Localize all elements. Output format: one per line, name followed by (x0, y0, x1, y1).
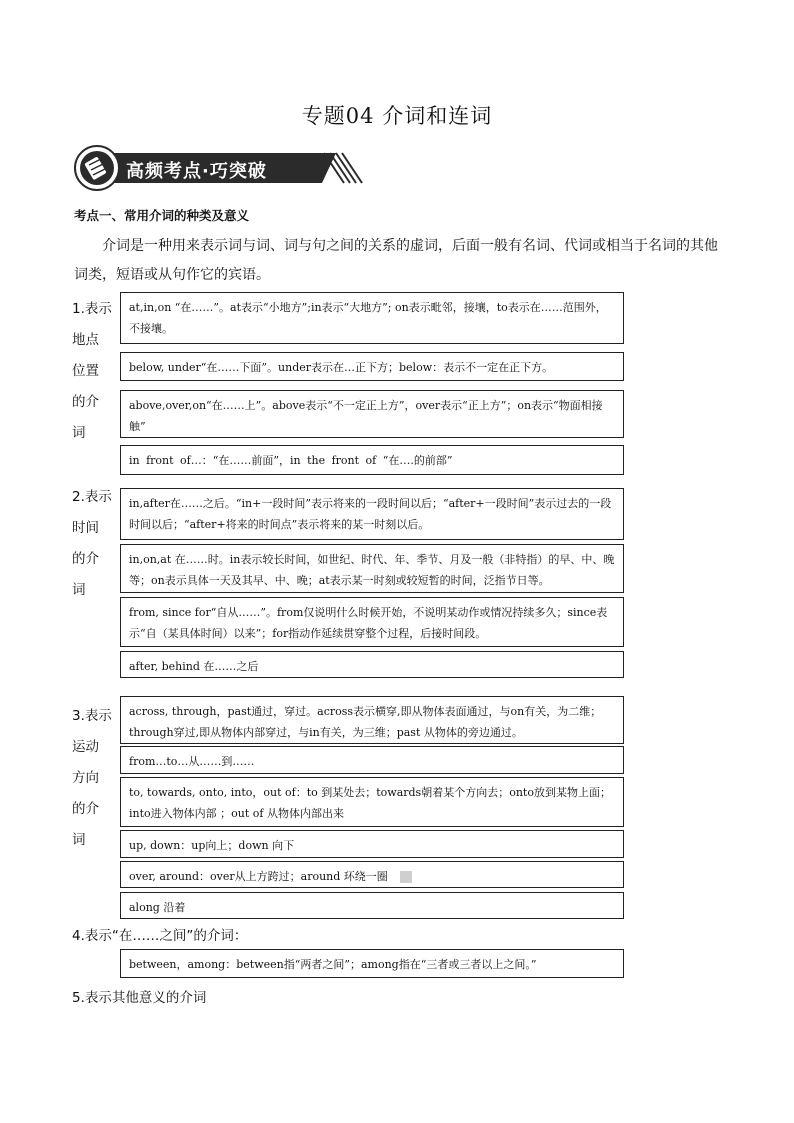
group-label-between: 4.表示“在……之间”的介词： (72, 928, 248, 944)
definition-box: in,on,at 在……时。in表示较长时间，如世纪、时代、年、季节、月及一般（非特指）的早、中、晚等；on表示具体一天及其早、中、晚；at表示某一时刻或较短暂的时间，泛指节日等。 (120, 544, 624, 593)
group-label-direction: 3.表示运动方向的介词 (72, 708, 112, 848)
definition-box: from, since for“自从……”。from仅说明什么时候开始，不说明某动作或情况持续多久；since表示“自（某具体时间）以来”；for指动作延续贯穿整个过程，后接时间段。 (120, 597, 624, 647)
group-label-location: 1.表示地点位置的介词 (72, 301, 112, 441)
definition-box: from…to…从……到…… (120, 746, 624, 774)
definition-box: below, under“在……下面”。under表示在…正下方；below：表示不一定在正下方。 (120, 352, 624, 381)
definition-box: along 沿着 (120, 892, 624, 919)
definition-box: between，among：between指“两者之间”；among指在“三者或三者以上之间。” (120, 949, 624, 978)
section-heading: 考点一、常用介词的种类及意义 (74, 208, 250, 223)
definition-box: across, through，past通过，穿过。across表示横穿,即从物体表面通过，与on有关，为二维；through穿过,即从物体内部穿过，与in有关，为三维；past 从物体的旁边通过。 (120, 696, 624, 744)
definition-box: at,in,on “在……”。at表示“小地方”;in表示“大地方”; on表示毗邻，接壤，to表示在……范围外，不接壤。 (120, 292, 624, 344)
definition-box: over, around：over从上方跨过；around 环绕一圈 (120, 861, 624, 888)
definition-box: to, towards, onto, into，out of：to 到某处去；towards朝着某个方向去；onto放到某物上面；into进入物体内部 ；out of 从物体内部出来 (120, 777, 624, 827)
definition-box: up, down：up向上；down 向下 (120, 830, 624, 858)
definition-box: after, behind 在……之后 (120, 651, 624, 678)
banner-label: 高频考点·巧突破 (126, 161, 267, 182)
section-banner (74, 145, 364, 191)
definition-box: above,over,on“在……上”。above表示“不一定正上方”，over表示“正上方”；on表示“物面相接触” (120, 390, 624, 438)
definition-box: in front of…：“在……前面”，in the front of “在….的前部” (120, 445, 624, 475)
scan-mark (400, 871, 412, 883)
group-label-time: 2.表示时间的介词 (72, 489, 112, 598)
group-label-other: 5.表示其他意义的介词 (72, 990, 207, 1006)
page-title: 专题04 介词和连词 (301, 104, 493, 128)
definition-box: in,after在……之后。“in+一段时间”表示将来的一段时间以后；“after+一段时间”表示过去的一段时间以后；“after+将来的时间点”表示将来的某一时刻以后。 (120, 488, 624, 540)
intro-paragraph: 介词是一种用来表示词与词、词与句之间的关系的虚词，后面一般有名词、代词或相当于名词的其他词类，短语或从句作它的宾语。 (74, 238, 718, 283)
